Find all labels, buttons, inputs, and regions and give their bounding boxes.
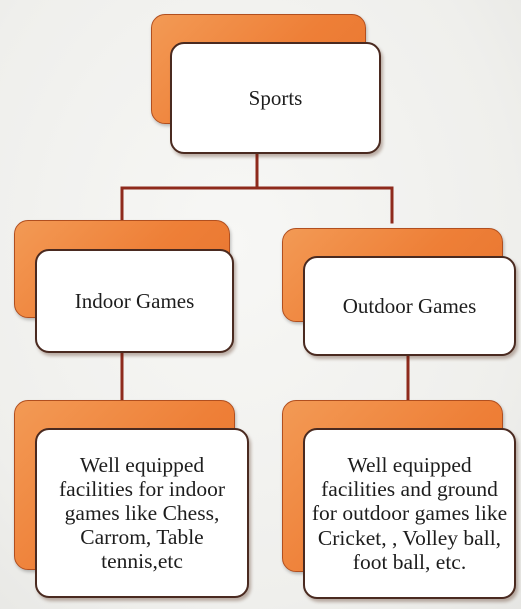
indoor-detail-node	[35, 428, 249, 598]
outdoor-detail-text: Well equipped facilities and ground for outdoor games like Cricket, , Volley ball, foot ball, etc.	[311, 453, 508, 574]
root-node	[170, 42, 381, 154]
outdoor-games-node	[303, 256, 516, 356]
root-node-label: Sports	[248, 85, 303, 110]
indoor-detail-text: Well equipped facilities for indoor games like Chess, Carrom, Table tennis,etc	[59, 452, 225, 574]
indoor-games-label: Indoor Games	[74, 288, 195, 313]
outdoor-detail-node	[303, 428, 516, 599]
indoor-games-node	[35, 249, 234, 353]
outdoor-games-label: Outdoor Games	[342, 293, 477, 318]
